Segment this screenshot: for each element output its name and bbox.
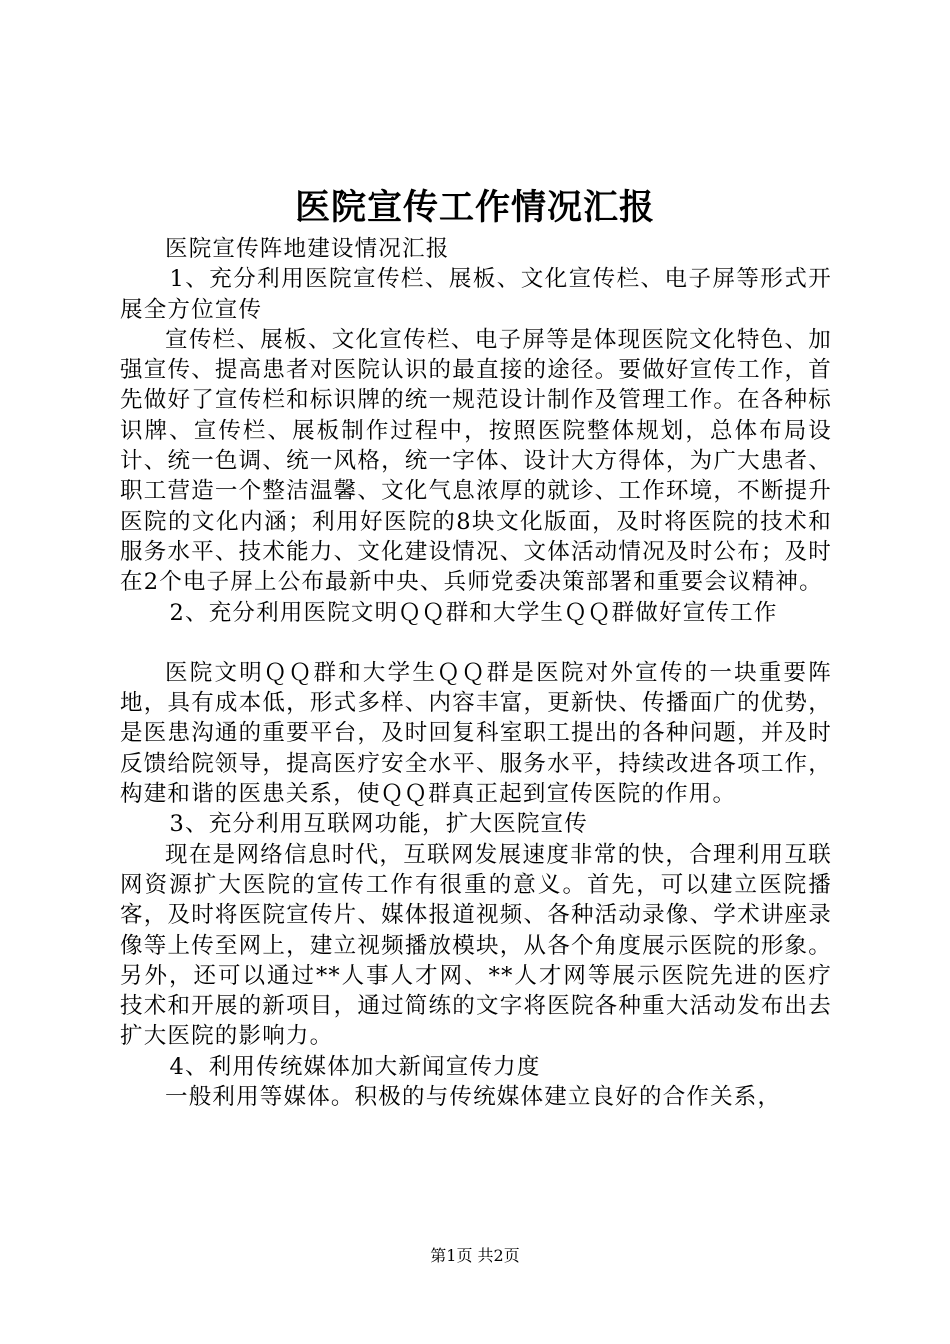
section-heading-2: 2、充分利用医院文明ＱＱ群和大学生ＱＱ群做好宣传工作: [169, 599, 778, 626]
section-heading-1: 1、充分利用医院宣传栏、展板、文化宣传栏、电子屏等形式开展全方位宣传: [120, 266, 832, 323]
body-paragraph-4: 一般利用等媒体。积极的与传统媒体建立良好的合作关系，: [165, 1084, 782, 1111]
body-paragraph-3: 现在是网络信息时代，互联网发展速度非常的快，合理利用互联网资源扩大医院的宣传工作有很重的意义。首先，可以建立医院播客，及时将医院宣传片、媒体报道视频、各种活动录像、学术讲座录像等上传至网上，建立视频播放模块，从各个角度展示医院的形象。另外，还可以通过**人事人才网、**人才网等展示医院先进的医疗技术和开展的新项目，通过简练的文字将医院各种重大活动发布出去扩大医院的影响力。: [120, 841, 832, 1050]
document-title: 医院宣传工作情况汇报: [294, 187, 655, 228]
body-paragraph-1: 宣传栏、展板、文化宣传栏、电子屏等是体现医院文化特色、加强宣传、提高患者对医院认识的最直接的途径。要做好宣传工作，首先做好了宣传栏和标识牌的统一规范设计制作及管理工作。在各种标识牌、宣传栏、展板制作过程中，按照医院整体规划，总体布局设计、统一色调、统一风格，统一字体、设计大方得体，为广大患者、职工营造一个整洁温馨、文化气息浓厚的就诊、工作环境，不断提升医院的文化内涵；利用好医院的8块文化版面，及时将医院的技术和服务水平、技术能力、文化建设情况、文体活动情况及时公布；及时在2个电子屏上公布最新中央、兵师党委决策部署和重要会议精神。: [120, 326, 832, 596]
document-body: [120, 234, 832, 1112]
body-paragraph-2: 医院文明ＱＱ群和大学生ＱＱ群是医院对外宣传的一块重要阵地，具有成本低，形式多样、内容丰富，更新快、传播面广的优势，是医患沟通的重要平台，及时回复科室职工提出的各种问题，并及时反馈给院领导，提高医疗安全水平、服务水平，持续改进各项工作，构建和谐的医患关系，使ＱＱ群真正起到宣传医院的作用。: [120, 659, 832, 808]
section-heading-3: 3、充分利用互联网功能，扩大医院宣传: [169, 811, 588, 838]
subtitle-paragraph: 医院宣传阵地建设情况汇报: [165, 236, 450, 262]
section-heading-4: 4、利用传统媒体加大新闻宣传力度: [169, 1053, 541, 1080]
page-number-footer: 第1页 共2页: [430, 1246, 520, 1265]
